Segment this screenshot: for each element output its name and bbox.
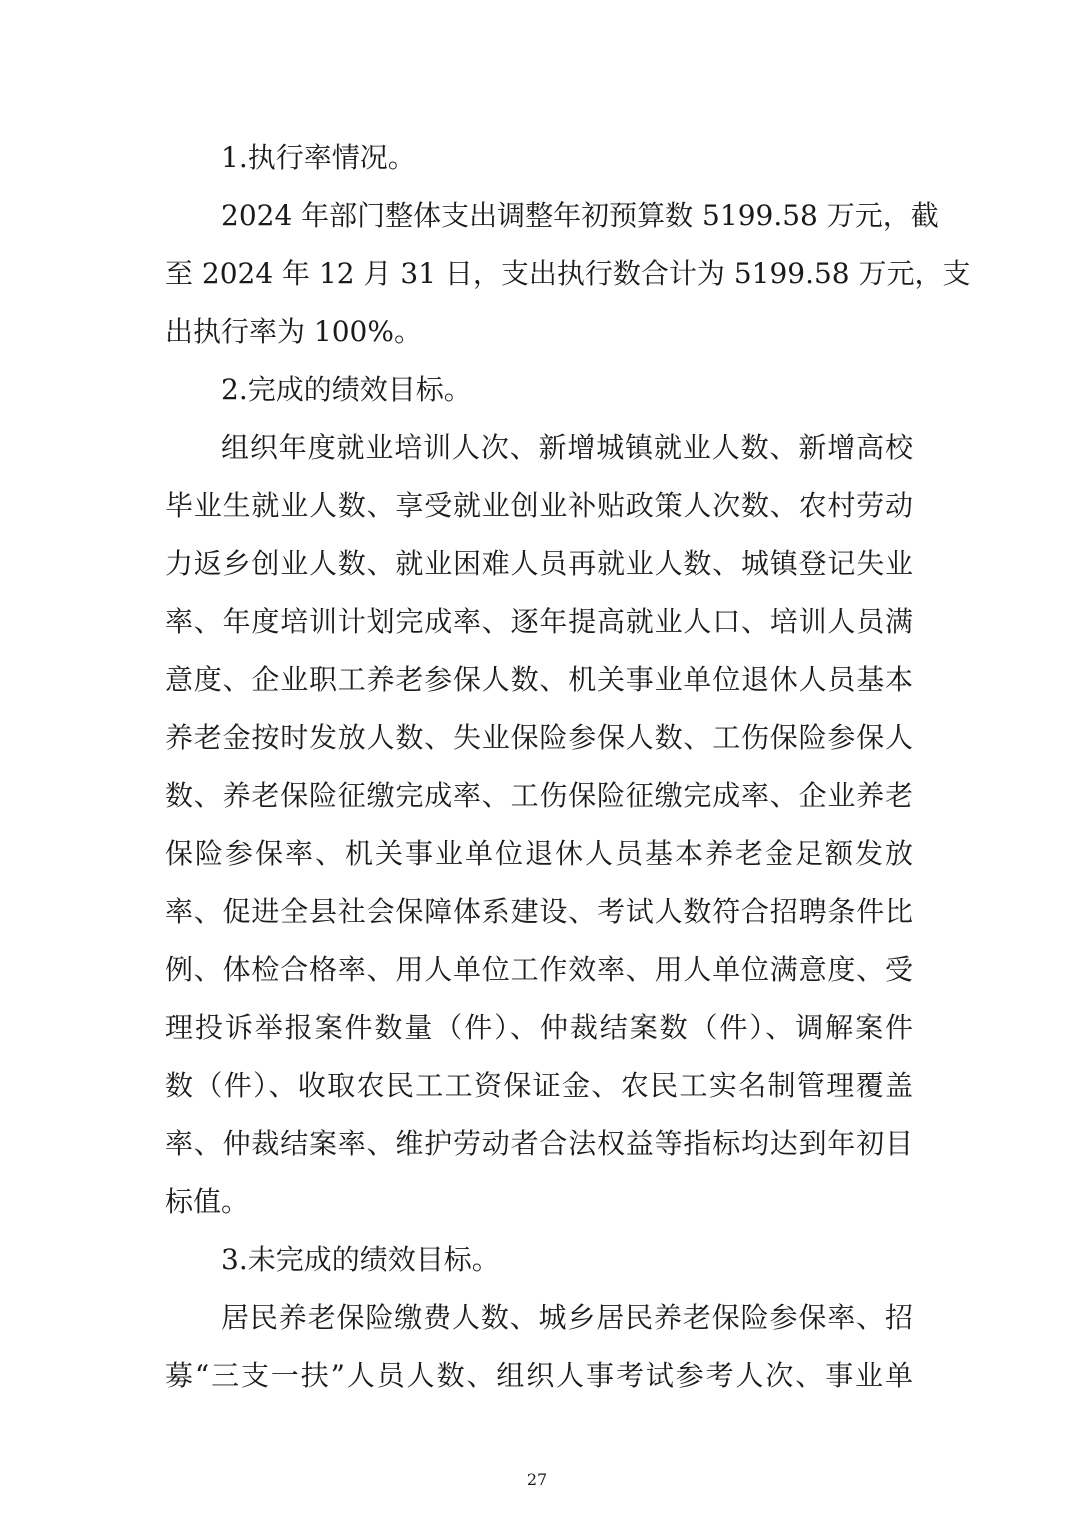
heading-uncompleted-goals: 3.未完成的绩效目标。 <box>221 1243 500 1276</box>
paragraph-line: 理投诉举报案件数量（件）、仲裁结案数（件）、调解案件 <box>165 1011 913 1044</box>
paragraph-line: 居民养老保险缴费人数、城乡居民养老保险参保率、招 <box>221 1301 913 1334</box>
page-number: 27 <box>526 1470 548 1489</box>
paragraph-line: 力返乡创业人数、就业困难人员再就业人数、城镇登记失业 <box>165 547 913 580</box>
paragraph-line: 数（件）、收取农民工工资保证金、农民工实名制管理覆盖 <box>165 1069 913 1102</box>
paragraph-line: 率、仲裁结案率、维护劳动者合法权益等指标均达到年初目 <box>165 1127 913 1160</box>
paragraph-line: 组织年度就业培训人次、新增城镇就业人数、新增高校 <box>221 431 913 464</box>
paragraph-line: 毕业生就业人数、享受就业创业补贴政策人次数、农村劳动 <box>165 489 913 522</box>
paragraph-line: 2024 年部门整体支出调整年初预算数 5199.58 万元，截 <box>221 199 939 232</box>
paragraph-line: 例、体检合格率、用人单位工作效率、用人单位满意度、受 <box>165 953 913 986</box>
paragraph-line: 募“三支一扶”人员人数、组织人事考试参考人次、事业单 <box>165 1359 913 1392</box>
paragraph-line: 出执行率为 100%。 <box>165 315 422 348</box>
paragraph-line: 至 2024 年 12 月 31 日，支出执行数合计为 5199.58 万元，支 <box>165 257 971 290</box>
heading-execution-rate: 1.执行率情况。 <box>221 141 416 174</box>
paragraph-line: 率、促进全县社会保障体系建设、考试人数符合招聘条件比 <box>165 895 913 928</box>
paragraph-line: 保险参保率、机关事业单位退休人员基本养老金足额发放 <box>165 837 913 870</box>
paragraph-line: 养老金按时发放人数、失业保险参保人数、工伤保险参保人 <box>165 721 913 754</box>
paragraph-line: 率、年度培训计划完成率、逐年提高就业人口、培训人员满 <box>165 605 913 638</box>
heading-completed-goals: 2.完成的绩效目标。 <box>221 373 472 406</box>
paragraph-line: 数、养老保险征缴完成率、工伤保险征缴完成率、企业养老 <box>165 779 913 812</box>
paragraph-line: 意度、企业职工养老参保人数、机关事业单位退休人员基本 <box>165 663 913 696</box>
paragraph-line: 标值。 <box>165 1185 250 1218</box>
